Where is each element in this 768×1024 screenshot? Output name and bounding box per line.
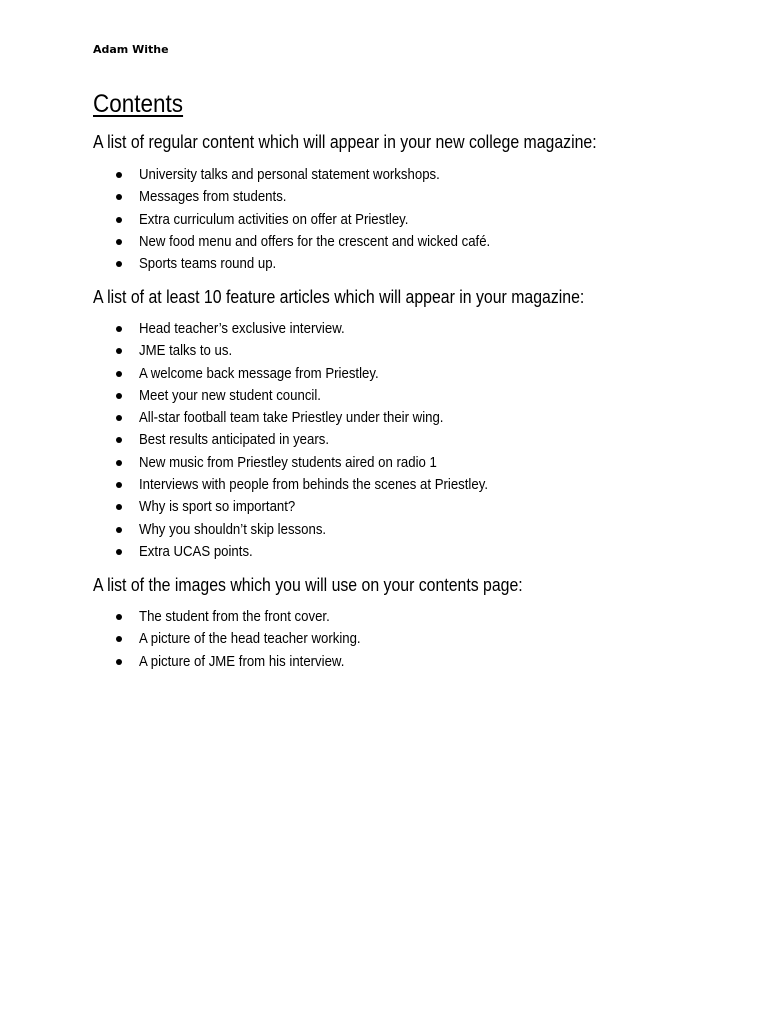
bullet-icon — [116, 482, 122, 488]
bullet-icon — [116, 549, 122, 555]
bullet-icon — [116, 326, 122, 332]
author-name: Adam Withe — [93, 43, 169, 56]
list-item — [0, 187, 680, 209]
list-item-text: Head teacher’s exclusive interview. — [139, 320, 345, 337]
bullet-icon — [116, 504, 122, 510]
list-item-text: New music from Priestley students aired on radio 1 — [139, 453, 437, 471]
list-item-text: Meet your new student council. — [139, 386, 321, 404]
bullet-icon — [116, 636, 122, 642]
list-item — [0, 341, 680, 363]
list-item — [0, 542, 680, 564]
bullet-icon — [116, 415, 122, 421]
list-item — [0, 430, 680, 452]
list-item-text: A picture of JME from his interview. — [139, 652, 345, 670]
list-item — [0, 364, 680, 386]
list-item-text: Messages from students. — [139, 188, 287, 206]
bullet-icon — [116, 371, 122, 377]
list-item — [0, 408, 680, 430]
regular-content-list — [0, 165, 680, 276]
list-item — [0, 475, 680, 497]
bullet-icon — [116, 217, 122, 223]
list-item — [0, 232, 680, 254]
list-item-text: New food menu and offers for the crescent and wicked café. — [139, 232, 491, 250]
section-heading-feature-articles: A list of at least 10 feature articles which will appear in your magazine: — [93, 287, 585, 307]
list-item — [0, 652, 680, 674]
section-heading-regular-content: A list of regular content which will appear in your new college magazine: — [93, 132, 597, 152]
list-item — [0, 453, 680, 475]
list-item-text: Interviews with people from behinds the scenes at Priestley. — [139, 476, 489, 494]
page-title: Contents — [93, 90, 184, 118]
section-heading-images: A list of the images which you will use on your contents page: — [93, 575, 523, 595]
list-item-text: Sports teams round up. — [139, 255, 277, 273]
list-item — [0, 520, 680, 542]
list-item — [0, 386, 680, 408]
list-item-text: University talks and personal statement workshops. — [139, 166, 440, 183]
list-item-text: JME talks to us. — [139, 342, 233, 360]
bullet-icon — [116, 437, 122, 443]
bullet-icon — [116, 261, 122, 267]
list-item-text: The student from the front cover. — [139, 608, 330, 625]
list-item-text: Extra curriculum activities on offer at Priestley. — [139, 210, 409, 228]
list-item — [0, 629, 680, 651]
list-item — [0, 210, 680, 232]
list-item-text: Why you shouldn’t skip lessons. — [139, 520, 327, 538]
bullet-icon — [116, 614, 122, 620]
list-item-text: Best results anticipated in years. — [139, 431, 330, 449]
list-item-text: A picture of the head teacher working. — [139, 630, 361, 648]
bullet-icon — [116, 659, 122, 665]
list-item-text: Why is sport so important? — [139, 498, 296, 516]
list-item-text: Extra UCAS points. — [139, 542, 253, 560]
bullet-icon — [116, 172, 122, 178]
bullet-icon — [116, 393, 122, 399]
list-item — [0, 254, 680, 276]
bullet-icon — [116, 460, 122, 466]
list-item — [0, 497, 680, 519]
list-item-text: A welcome back message from Priestley. — [139, 364, 379, 382]
bullet-icon — [116, 527, 122, 533]
list-item — [0, 165, 680, 187]
list-item — [0, 607, 680, 629]
bullet-icon — [116, 194, 122, 200]
list-item — [0, 319, 680, 341]
feature-articles-list — [0, 319, 680, 564]
images-list — [0, 607, 680, 674]
bullet-icon — [116, 348, 122, 354]
list-item-text: All-star football team take Priestley under their wing. — [139, 409, 444, 427]
bullet-icon — [116, 239, 122, 245]
